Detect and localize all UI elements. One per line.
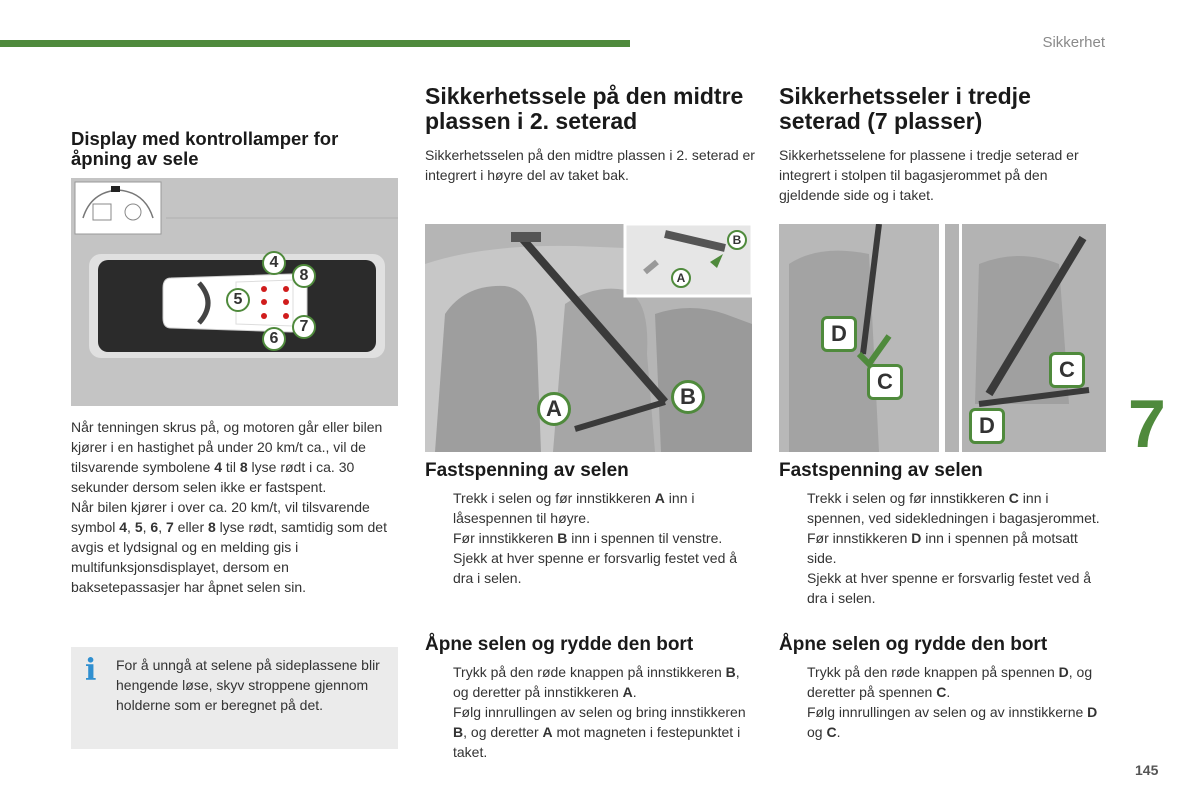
list-item: Følg innrullingen av selen og bring innstikkeren B, og deretter A mot magneten i festepunktet i taket. [453, 704, 746, 760]
bold-reference: C [826, 724, 837, 740]
col2-subheading-fasten: Fastspenning av selen [425, 460, 629, 481]
bold-reference: B [725, 664, 736, 680]
col2-sub1-wrap [425, 460, 755, 482]
figure-label-b: B [671, 380, 705, 414]
figure-label-d-right: D [969, 408, 1005, 444]
bold-reference: A [622, 684, 633, 700]
col2-fasten-list [425, 488, 755, 588]
col3-subheading-fasten: Fastspenning av selen [779, 460, 983, 481]
bold-reference: B [557, 530, 568, 546]
list-item: Trykk på den røde knappen på spennen D, og deretter på spennen C. [807, 664, 1093, 700]
col1-heading-wrap [71, 129, 399, 169]
bold-reference: 8 [208, 519, 216, 535]
col2-heading: Sikkerhetssele på den midtre plassen i 2. seterad [425, 83, 744, 134]
col2-release-list [425, 662, 755, 762]
col1-paragraph-1: Når tenningen skrus på, og motoren går eller bilen kjører i en hastighet på under 20 km/t ca., vil de tilsvarende symbolene 4 til 8 lyse rødt i ca. 30 sekunder dersom selen ikke er fastspent. [71, 419, 383, 495]
bold-reference: 4 [214, 459, 222, 475]
section-title: Sikkerhet [1042, 34, 1105, 51]
red-seat-indicator [261, 313, 267, 319]
bold-reference: D [1058, 664, 1069, 680]
col2-sub2-wrap [425, 634, 755, 656]
col2-heading-wrap [425, 84, 755, 134]
figure-label-a: A [537, 392, 571, 426]
list-item: Før innstikkeren D inn i spennen på motsatt side. [807, 530, 1078, 566]
figure-label-5: 5 [226, 288, 250, 312]
red-seat-indicator [283, 299, 289, 305]
list-item: Følg innrullingen av selen og av innstikkerne D og C. [807, 704, 1098, 740]
header-accent-bar [0, 40, 630, 47]
list-item: Sjekk at hver spenne er forsvarlig festet ved å dra i selen. [807, 570, 1092, 606]
col3-heading-wrap [779, 84, 1109, 134]
third-row-seatbelt-figure [779, 224, 1106, 452]
figure-label-d-left: D [821, 316, 857, 352]
info-box [71, 647, 398, 749]
bold-reference: C [1008, 490, 1019, 506]
col1-paragraph-2: Når bilen kjører i over ca. 20 km/t, vil tilsvarende symbol 4, 5, 6, 7 eller 8 lyse rødt, samtidig som det avgis et lydsignal og en melding gis i multifunksjonsdisplayet, dersom en baksetepassasjer har åpnet selen sin. [71, 499, 387, 595]
middle-seatbelt-figure [425, 224, 752, 452]
col1-heading: Display med kontrollamper for åpning av sele [71, 128, 339, 169]
seatbelt-display-figure [71, 178, 398, 406]
page-number: 145 [1135, 762, 1159, 778]
figure-label-6: 6 [262, 327, 286, 351]
col2-subheading-release: Åpne selen og rydde den bort [425, 634, 694, 655]
bold-reference: 7 [165, 519, 174, 535]
col3-subheading-release: Åpne selen og rydde den bort [779, 634, 1048, 655]
red-seat-indicator [283, 286, 289, 292]
bold-reference: 6 [150, 519, 159, 535]
col3-heading: Sikkerhetsseler i tredje seterad (7 plasser) [779, 83, 1031, 134]
figure-label-c-right: C [1049, 352, 1085, 388]
info-text: For å unngå at selene på sideplassene blir hengende løse, skyv stroppene gjennom holderne som er beregnet på det. [116, 657, 380, 713]
col3-sub1-wrap [779, 460, 1109, 482]
inset-label-a: A [671, 268, 691, 288]
bold-reference: D [911, 530, 922, 546]
bold-reference: C [936, 684, 947, 700]
list-item: Trekk i selen og før innstikkeren C inn i spennen, ved sidekledningen i bagasjerommet. [807, 490, 1100, 526]
inset-label-b: B [727, 230, 747, 250]
figure-label-4: 4 [262, 251, 286, 275]
list-item: Før innstikkeren B inn i spennen til venstre. [453, 530, 723, 546]
bold-reference: A [542, 724, 553, 740]
col3-release-list [779, 662, 1109, 742]
col3-fasten-list [779, 488, 1109, 608]
col3-intro: Sikkerhetsselene for plassene i tredje seterad er integrert i stolpen til bagasjerommet på den gjeldende side og i taket. [779, 147, 1079, 203]
col3-sub2-wrap [779, 634, 1109, 656]
figure-label-c-left: C [867, 364, 903, 400]
bold-reference: 8 [239, 459, 248, 475]
bold-reference: D [1087, 704, 1098, 720]
info-icon: i [85, 653, 97, 688]
figure-label-7: 7 [292, 315, 316, 339]
red-seat-indicator [261, 286, 267, 292]
bold-reference: 4 [119, 519, 128, 535]
red-seat-indicator [261, 299, 267, 305]
col2-intro: Sikkerhetsselen på den midtre plassen i 2. seterad er integrert i høyre del av taket bak. [425, 147, 755, 183]
bold-reference: 5 [134, 519, 143, 535]
list-item: Trekk i selen og før innstikkeren A inn i låsespennen til høyre. [453, 490, 695, 526]
chapter-number: 7 [1128, 386, 1166, 462]
bold-reference: A [654, 490, 665, 506]
figure-label-8: 8 [292, 264, 316, 288]
list-item: Trykk på den røde knappen på innstikkeren B, og deretter på innstikkeren A. [453, 664, 740, 700]
list-item: Sjekk at hver spenne er forsvarlig festet ved å dra i selen. [453, 550, 738, 586]
bold-reference: B [453, 724, 464, 740]
red-seat-indicator [283, 313, 289, 319]
col1-body [71, 417, 399, 597]
